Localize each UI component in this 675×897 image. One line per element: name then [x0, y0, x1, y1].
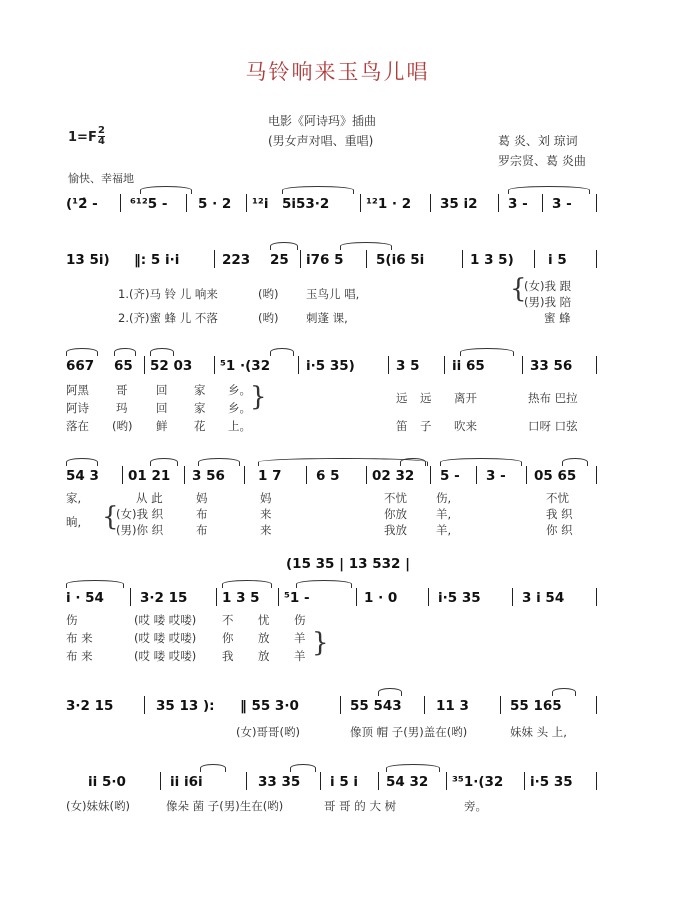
- measure: ⁵1 -: [284, 590, 310, 606]
- measure: 54 3: [66, 468, 99, 484]
- brace: {: [510, 274, 527, 304]
- lyric-line: 回: [156, 383, 168, 397]
- lyric-line: 旁。: [464, 799, 487, 813]
- lyric-line: 从 此: [136, 491, 163, 505]
- measure: 6 5: [316, 468, 340, 484]
- performance-note: (男女声对唱、重唱): [268, 134, 374, 148]
- measure: 3 -: [508, 196, 528, 212]
- lyric-line: 羊: [294, 631, 306, 645]
- measure: 35 i2: [440, 196, 478, 212]
- lyric-line: 玉鸟儿 唱,: [306, 287, 360, 301]
- lyric-line: 来: [260, 523, 272, 537]
- lyric-line: 子: [420, 419, 432, 433]
- measure: 5 · 2: [198, 196, 232, 212]
- measure: 3·2 15: [66, 698, 114, 714]
- time-sig-bottom: 4: [98, 136, 105, 147]
- measure: 54 32: [386, 774, 429, 790]
- lyric-line: 家: [194, 383, 206, 397]
- measure: i·5 35: [530, 774, 573, 790]
- lyric-line: 我 织: [546, 507, 573, 521]
- lyric-line: 哥: [116, 383, 128, 397]
- lyric-line: 哥 哥 的 大 树: [324, 799, 397, 813]
- interlude-notes: (15 35 | 13 532 |: [286, 556, 411, 572]
- lyric-line: 我放: [384, 523, 407, 537]
- measure: 33 35: [258, 774, 301, 790]
- tempo-marking: 愉快、幸福地: [68, 172, 134, 185]
- lyric-line: 不忧: [384, 491, 407, 505]
- lyric-line: 玛: [116, 401, 128, 415]
- lyric-line: 妹妹 头 上,: [510, 725, 567, 739]
- lyric-line: 羊,: [436, 507, 452, 521]
- measure: 1 · 0: [364, 590, 398, 606]
- lyric-line: 妈: [196, 491, 208, 505]
- measure: ¹²i: [252, 196, 269, 212]
- measure: i76 5: [306, 252, 344, 268]
- measure: ³⁵1·(32: [452, 774, 504, 790]
- lyric-line: (哎 喽 哎喽): [134, 613, 197, 627]
- measure: 11 3: [436, 698, 469, 714]
- subtitle: 电影《阿诗玛》插曲: [268, 114, 377, 128]
- lyric-line: 阿黑: [66, 383, 89, 397]
- measure: ii 65: [452, 358, 485, 374]
- measure: 3 -: [486, 468, 506, 484]
- brace: {: [250, 382, 267, 412]
- measure: ¹²1 · 2: [366, 196, 412, 212]
- measure: ‖: 5 i·i: [134, 252, 180, 268]
- lyric-line: 伤: [294, 613, 306, 627]
- lyric-line: 来: [260, 507, 272, 521]
- lyric-line: 回: [156, 401, 168, 415]
- lyric-line: (女)我 跟: [524, 279, 572, 293]
- measure: 35 13 ):: [156, 698, 215, 714]
- measure: 1 3 5: [222, 590, 260, 606]
- lyric-line: 布 来: [66, 631, 93, 645]
- lyric-line: 你: [222, 631, 234, 645]
- lyric-line: 你 织: [546, 523, 573, 537]
- lyric-line: 伤: [66, 613, 78, 627]
- measure: i 5: [548, 252, 567, 268]
- measure: ‖ 55 3·0: [240, 698, 299, 714]
- measure: i · 54: [66, 590, 104, 606]
- time-sig-top: 2: [98, 125, 105, 136]
- lyric-line: 乡。: [228, 401, 251, 415]
- lyric-line: (哟): [112, 419, 133, 433]
- lyric-line: 忧: [258, 613, 270, 627]
- measure: 223: [222, 252, 251, 268]
- lyric-line: 热布 巴拉: [528, 391, 578, 405]
- measure: 3 -: [552, 196, 572, 212]
- lyric-line: 家,: [66, 491, 82, 505]
- lyric-line: 伤,: [436, 491, 452, 505]
- measure: 02 32: [372, 468, 415, 484]
- measure: (¹2̇ -: [66, 196, 98, 212]
- brace: {: [312, 628, 329, 658]
- lyric-line: 鲜: [156, 419, 168, 433]
- measure: 65: [114, 358, 133, 374]
- lyric-line: 妈: [260, 491, 272, 505]
- lyric-line: 刺蓬 课,: [306, 311, 348, 325]
- lyric-line: (女)我 织: [116, 507, 164, 521]
- lyric-line: 布: [196, 523, 208, 537]
- lyric-line: 羊,: [436, 523, 452, 537]
- lyric-line: 放: [258, 631, 270, 645]
- lyric-line: 吹来: [454, 419, 477, 433]
- measure: 3 i 54: [522, 590, 565, 606]
- lyric-line: 不: [222, 613, 234, 627]
- measure: i·5 35: [438, 590, 481, 606]
- lyric-line: (男)我 陪: [524, 295, 572, 309]
- measure: ii i6i: [170, 774, 203, 790]
- lyric-line: 像朵 菌 子(男)生在(哟): [166, 799, 284, 813]
- measure: 3·2 15: [140, 590, 188, 606]
- page-title: 马铃响来玉鸟儿唱: [245, 60, 430, 84]
- lyric-line: (女)妹妹(哟): [66, 799, 130, 813]
- lyric-line: (男)你 织: [116, 523, 164, 537]
- measure: ⁵1 ·(32: [220, 358, 271, 374]
- lyric-line: (哎 喽 哎喽): [134, 631, 197, 645]
- lyric-line: 放: [258, 649, 270, 663]
- lyric-line: (女)哥哥(哟): [236, 725, 300, 739]
- lyric-line: 远: [420, 391, 432, 405]
- measure: 33 56: [530, 358, 573, 374]
- measure: 01 21: [128, 468, 171, 484]
- lyric-line: 花: [194, 419, 206, 433]
- measure: ii 5·0: [88, 774, 126, 790]
- lyric-line: 阿诗: [66, 401, 89, 415]
- measure: 13 5i): [66, 252, 110, 268]
- lyric-line: 晌,: [66, 515, 82, 529]
- measure: 3 5: [396, 358, 420, 374]
- measure: 52 03: [150, 358, 193, 374]
- measure: 55 543: [350, 698, 402, 714]
- lyric-line: 笛: [396, 419, 408, 433]
- measure: 667: [66, 358, 95, 374]
- lyric-line: 你放: [384, 507, 407, 521]
- measure: 05 65: [534, 468, 577, 484]
- lyric-line: 落在: [66, 419, 89, 433]
- key-signature: 1=F: [68, 130, 97, 145]
- lyric-line: (哟): [258, 311, 279, 325]
- lyric-line: 布 来: [66, 649, 93, 663]
- lyric-line: 离开: [454, 391, 477, 405]
- lyric-line: 乡。: [228, 383, 251, 397]
- composer: 罗宗贤、葛 炎曲: [498, 154, 586, 168]
- lyric-line: 蜜 蜂: [544, 311, 571, 325]
- lyric-line: 口呀 口弦: [528, 419, 578, 433]
- measure: 5i53·2: [282, 196, 330, 212]
- measure: 3 56: [192, 468, 225, 484]
- measure: 1 3 5): [470, 252, 514, 268]
- lyric-line: 像顶 帽 子(男)盖在(哟): [350, 725, 468, 739]
- measure: 25: [270, 252, 289, 268]
- time-signature: [98, 126, 105, 147]
- lyric-line: 1.(齐)马 铃 儿 响来: [118, 287, 218, 301]
- measure: 5 -: [440, 468, 460, 484]
- lyric-line: (哟): [258, 287, 279, 301]
- lyric-line: 上。: [228, 419, 251, 433]
- measure: 5(i6 5i: [376, 252, 425, 268]
- lyric-line: 远: [396, 391, 408, 405]
- measure: i 5 i: [330, 774, 359, 790]
- lyric-line: 不忧: [546, 491, 569, 505]
- lyric-line: 羊: [294, 649, 306, 663]
- lyric-line: (哎 喽 哎喽): [134, 649, 197, 663]
- lyric-line: 2.(齐)蜜 蜂 儿 不落: [118, 311, 218, 325]
- lyric-line: 我: [222, 649, 234, 663]
- lyric-line: 家: [194, 401, 206, 415]
- measure: ⁶¹²5 -: [130, 196, 168, 212]
- measure: 55 165: [510, 698, 562, 714]
- brace: {: [102, 502, 119, 532]
- lyricist: 葛 炎、刘 琼词: [498, 134, 578, 148]
- lyric-line: 布: [196, 507, 208, 521]
- measure: 1 7: [258, 468, 282, 484]
- measure: i·5 35): [306, 358, 355, 374]
